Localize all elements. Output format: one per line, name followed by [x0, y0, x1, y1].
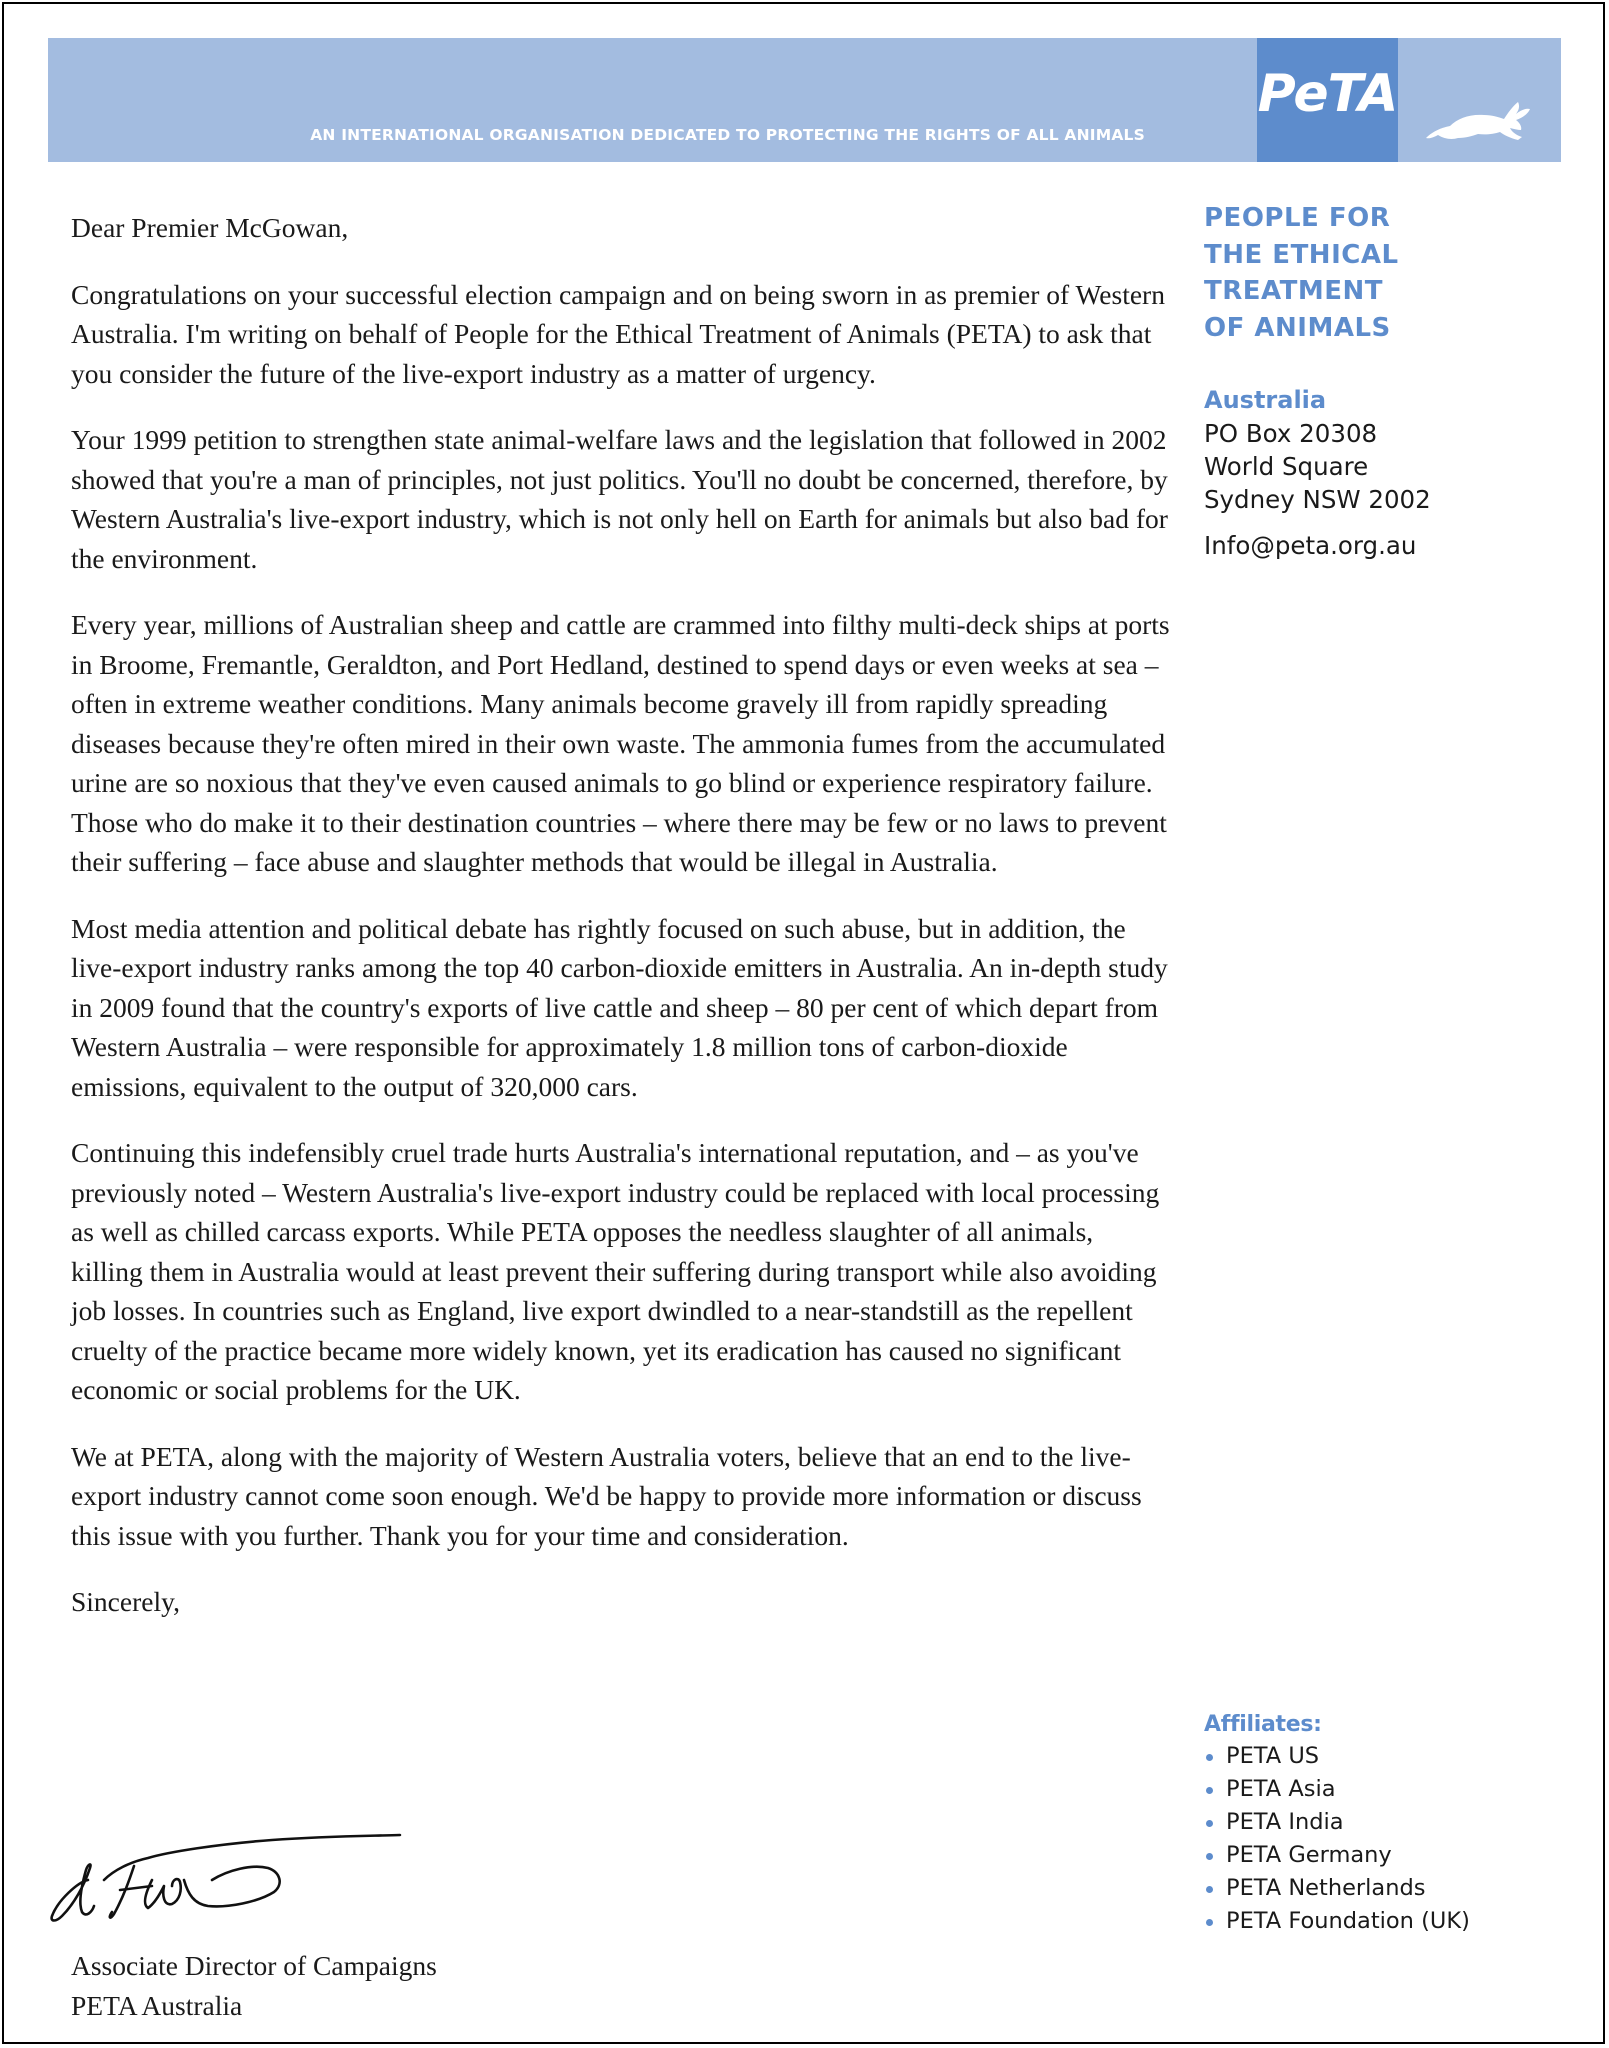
affiliate-item: PETA Asia: [1204, 1773, 1584, 1806]
org-name-line: PEOPLE FOR: [1204, 203, 1391, 233]
email-address: Info@peta.org.au: [1204, 531, 1417, 560]
org-name: [1204, 200, 1584, 346]
affiliate-item: PETA India: [1204, 1806, 1584, 1839]
address-line: World Square: [1204, 452, 1369, 481]
org-name-line: THE ETHICAL: [1204, 239, 1399, 270]
org-name-line: OF ANIMALS: [1204, 312, 1391, 343]
address-line: PO Box 20308: [1204, 419, 1378, 448]
affiliate-item: PETA Germany: [1204, 1839, 1584, 1872]
affiliate-item: PETA US: [1204, 1740, 1584, 1773]
office-region: Australia: [1204, 386, 1327, 414]
paragraph: We at PETA, along with the majority of Western Australia voters, believe that an end to the live-export industry cannot come soon enough. We'd be happy to provide more information or discuss this issue with you further. Thank you for your time and consideration.: [71, 1440, 1142, 1551]
affiliate-item: PETA Netherlands: [1204, 1872, 1584, 1905]
affiliates-title: Affiliates:: [1204, 1712, 1322, 1737]
affiliate-item: PETA Foundation (UK): [1204, 1905, 1584, 1938]
paragraph: Every year, millions of Australian sheep and cattle are crammed into filthy multi-deck ships at ports in Broome, Fremantle, Geraldton, and Port Hedland, destined to spend days or even weeks at sea – often in extreme weather conditions. Many animals become gravely ill from rapidly spreading diseases because they're often mired in their own waste. The ammonia fumes from the accumulated urine are so noxious that they've even caused animals to go blind or experience respiratory failure. Those who do make it to their destination countries – where there may be few or no laws to prevent their suffering – face abuse and slaughter methods that would be illegal in Australia.: [71, 609, 1170, 877]
sidebar: [1204, 200, 1584, 562]
rabbit-icon: [1422, 88, 1532, 143]
org-name-line: TREATMENT: [1204, 276, 1383, 306]
paragraph: Congratulations on your successful election campaign and on being sworn in as premier of Western Australia. I'm writing on behalf of People for the Ethical Treatment of Animals (PETA) to ask that you consider the future of the live-export industry as a matter of urgency.: [71, 278, 1165, 389]
paragraph: Most media attention and political debate has rightly focused on such abuse, but in addition, the live-export industry ranks among the top 40 carbon-dioxide emitters in Australia. An in-depth study in 2009 found that the country's exports of live cattle and sheep – 80 per cent of which depart from Western Australia – were responsible for approximately 1.8 million tons of carbon-dioxide emissions, equivalent to the output of 320,000 cars.: [71, 912, 1168, 1102]
peta-logo-text: PeTA: [1257, 64, 1398, 124]
signer-title: Associate Director of Campaigns: [71, 1950, 437, 1981]
address: [1204, 417, 1584, 516]
paragraph: Your 1999 petition to strengthen state animal-welfare laws and the legislation that followed in 2002 showed that you're a man of principles, not just politics. You'll no doubt be concerned, therefore, by Western Australia's live-export industry, which is not only hell on Earth for animals but also bad for the environment.: [71, 424, 1168, 574]
closing: Sincerely,: [71, 1586, 180, 1617]
letter-body: [71, 208, 1171, 1622]
header-banner: [48, 38, 1561, 162]
header-tagline: AN INTERNATIONAL ORGANISATION DEDICATED TO PROTECTING THE RIGHTS OF ALL ANIMALS: [310, 126, 1145, 144]
address-line: Sydney NSW 2002: [1204, 485, 1431, 514]
signer-block: [71, 1946, 871, 2026]
affiliates: [1204, 1709, 1584, 1938]
signer-org: PETA Australia: [71, 1990, 243, 2021]
peta-logo: [1257, 38, 1398, 162]
paragraph: Continuing this indefensibly cruel trade hurts Australia's international reputation, and – as you've previously noted – Western Australia's live-export industry could be replaced with local processing as well as chilled carcass exports. While PETA opposes the needless slaughter of all animals, killing them in Australia would at least prevent their suffering during transport while also avoiding job losses. In countries such as England, live export dwindled to a near-standstill as the repellent cruelty of the practice became more widely known, yet its eradication has caused no significant economic or social problems for the UK.: [71, 1137, 1160, 1405]
salutation: Dear Premier McGowan,: [71, 212, 349, 243]
affiliates-list: [1204, 1740, 1584, 1938]
signature-icon: [48, 1820, 408, 1925]
